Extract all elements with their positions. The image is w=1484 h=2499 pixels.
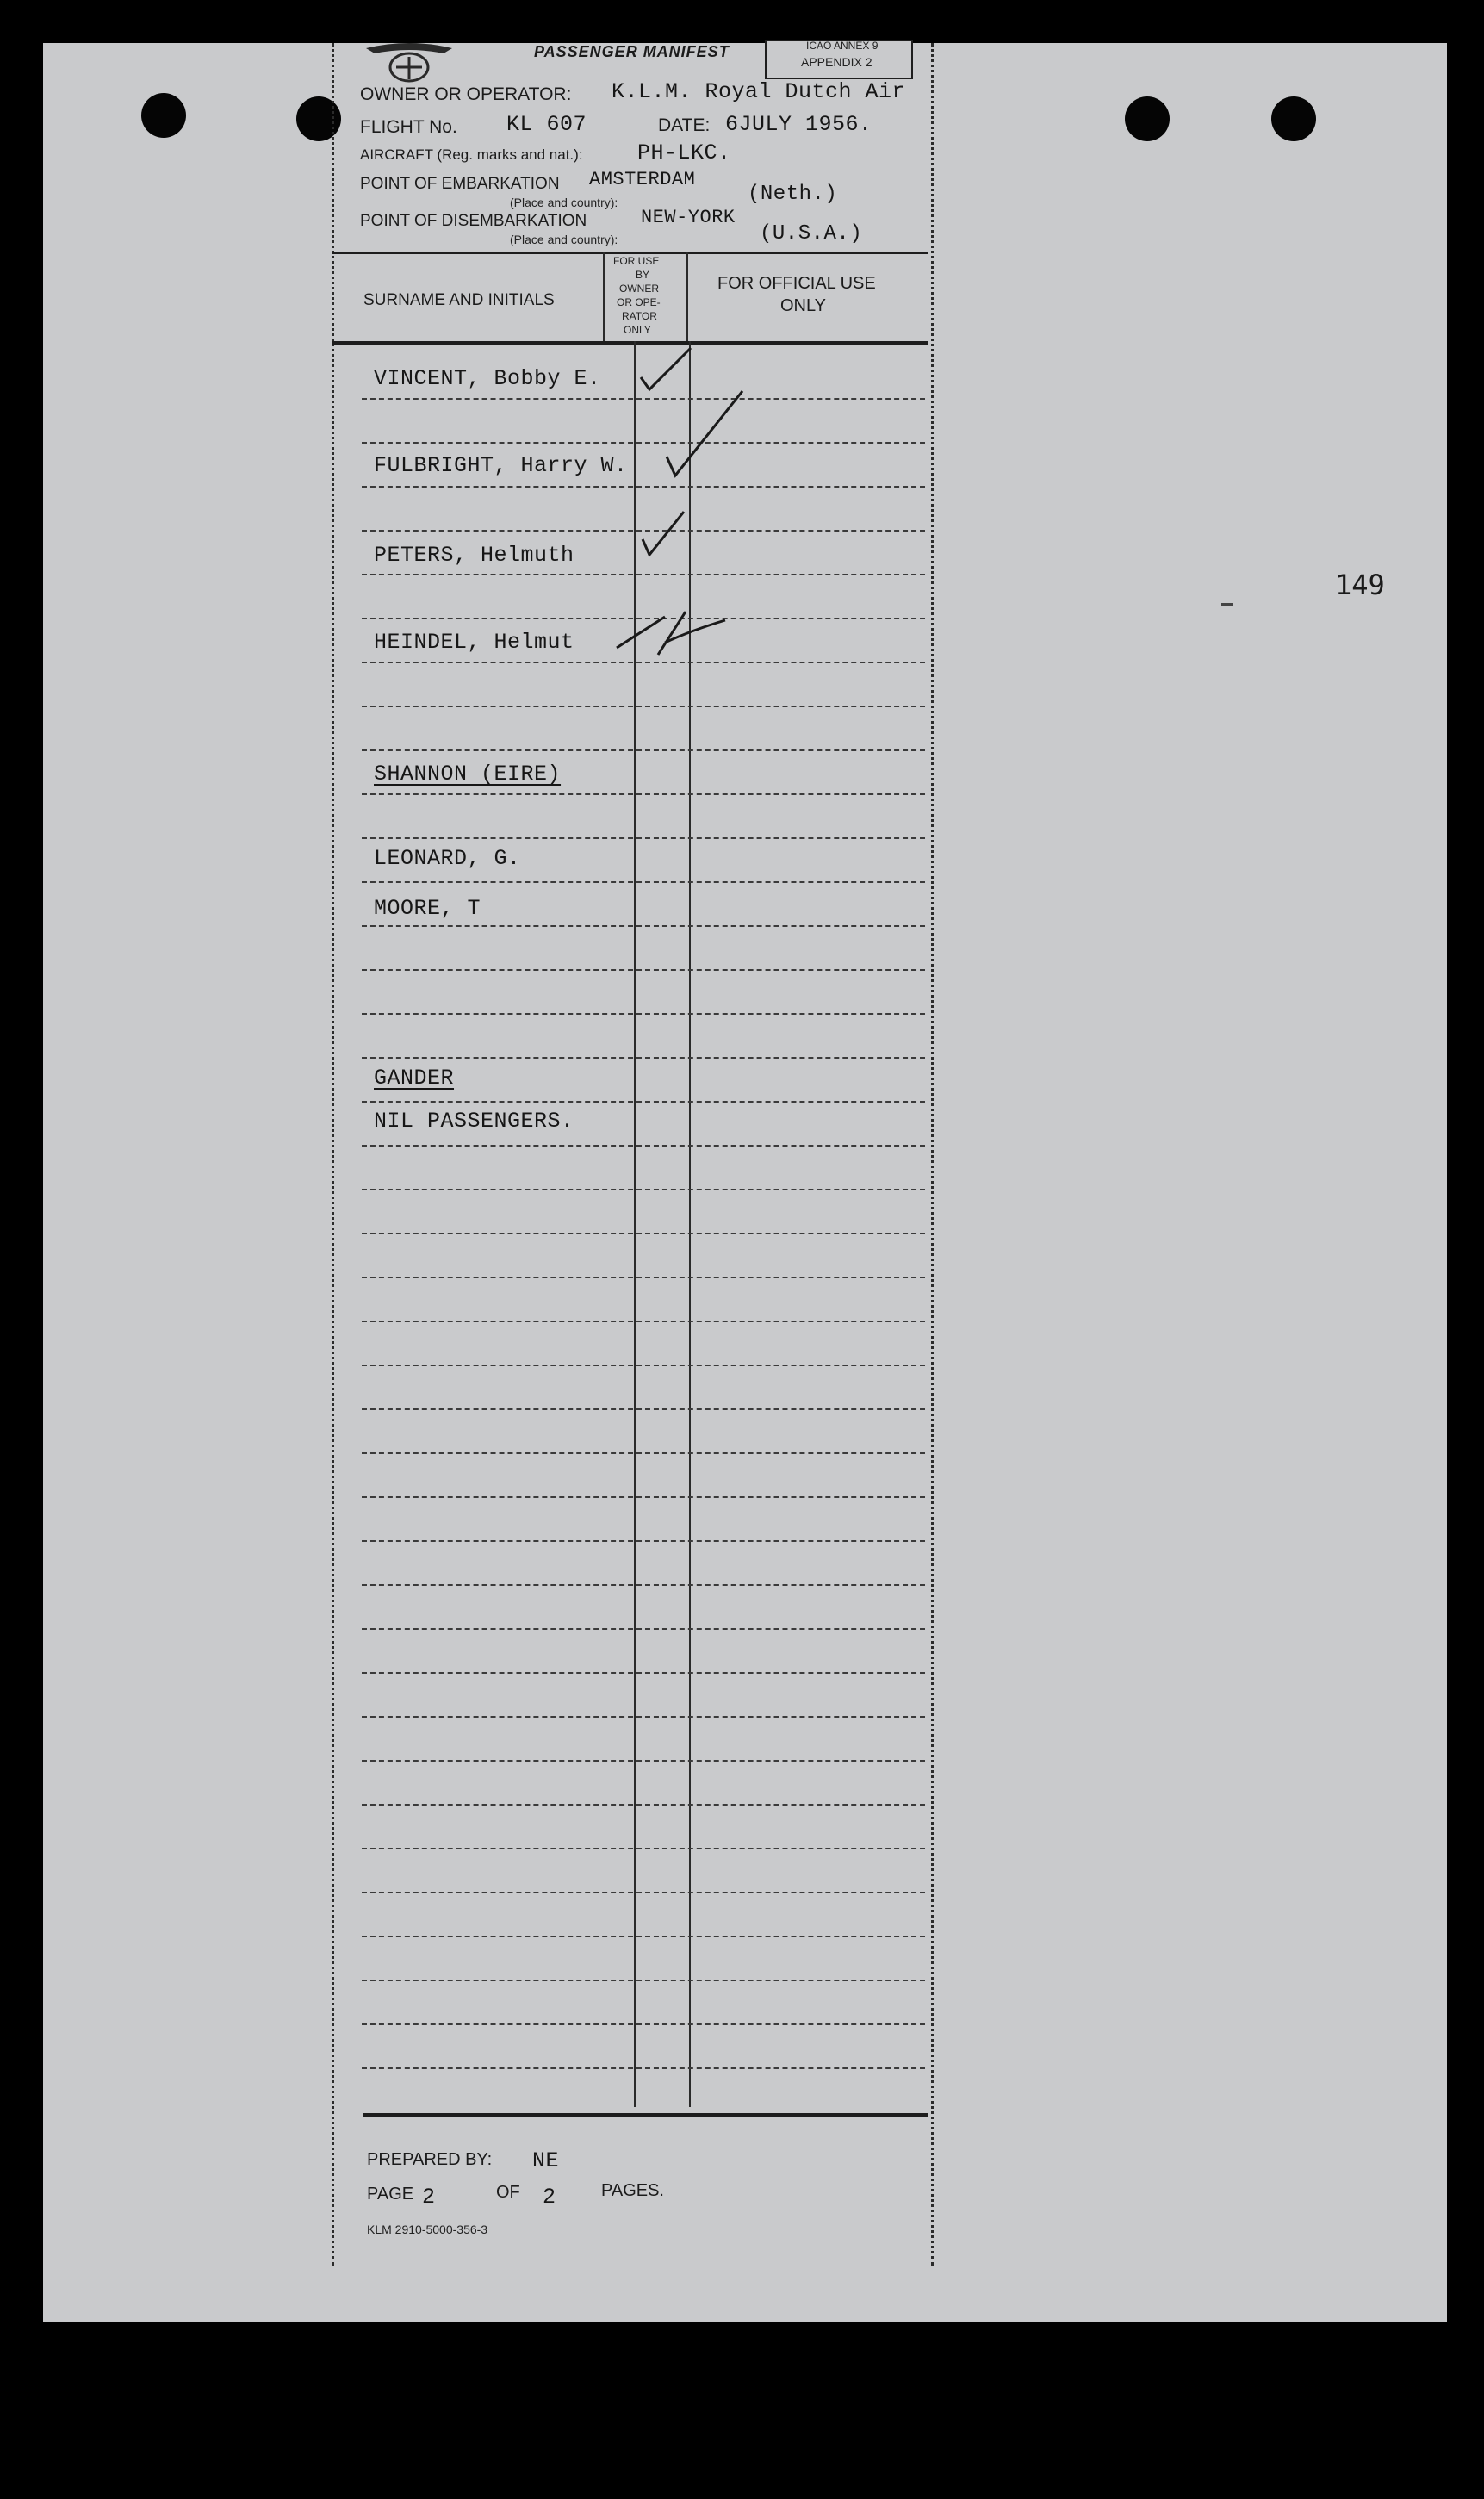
stop-heading: SHANNON (EIRE) [374,762,562,786]
of-label: OF [496,2183,520,2202]
col-header-owner-3: OWNER [619,283,659,295]
ruled-line [362,793,925,795]
passenger-entry: MOORE, T [374,896,481,921]
ruled-line [362,1408,925,1410]
col-header-owner-1: FOR USE [613,255,660,267]
check-mark-icon [613,608,734,660]
pages-label: PAGES. [601,2181,664,2200]
page-label: PAGE [367,2185,414,2204]
ruled-line [362,706,925,707]
owner-value: K.L.M. Royal Dutch Air [612,79,906,104]
punch-hole [1125,96,1170,141]
ruled-line [362,1760,925,1762]
ruled-line [362,837,925,839]
punch-hole [1271,96,1316,141]
col-header-official-1: FOR OFFICIAL USE [717,274,876,293]
column-divider [686,252,688,341]
passenger-entry: HEINDEL, Helmut [374,630,574,655]
ruled-line [362,1980,925,1981]
prepared-value: NE [532,2148,560,2173]
passenger-entry: PETERS, Helmuth [374,543,574,568]
manifest-title: PASSENGER MANIFEST [534,43,730,60]
owner-label: OWNER OR OPERATOR: [360,84,572,104]
embarkation-country: (Neth.) [748,183,838,206]
ruled-line [362,1584,925,1586]
aircraft-value: PH-LKC. [637,140,731,165]
ruled-line [362,1452,925,1454]
passenger-entry: FULBRIGHT, Harry W. [374,453,628,478]
header-rule [332,341,928,345]
flight-value: KL 607 [506,112,587,137]
ruled-line [362,1233,925,1234]
ruled-line [362,2023,925,2025]
ruled-line [362,1321,925,1322]
aircraft-label: AIRCRAFT (Reg. marks and nat.): [360,146,583,163]
ruled-line [362,1101,925,1103]
ruled-line [362,662,925,663]
ruled-line [362,574,925,575]
ruled-line [362,1189,925,1190]
ruled-line [362,1277,925,1278]
ruled-line [362,881,925,883]
col-header-owner-6: ONLY [624,324,651,336]
ruled-line [362,1936,925,1937]
ruled-line [362,442,925,444]
ruled-line [362,1672,925,1674]
form-code: KLM 2910-5000-356-3 [367,2222,488,2236]
column-divider [603,252,605,341]
passenger-entry: LEONARD, G. [374,846,521,871]
embarkation-value: AMSTERDAM [589,169,696,190]
ruled-line [362,1804,925,1806]
ruled-line [362,969,925,971]
ruled-line [362,2067,925,2069]
passenger-entry: NIL PASSENGERS. [374,1109,574,1134]
ruled-line [362,486,925,488]
appendix-line2: APPENDIX 2 [801,55,872,69]
page-value: 2 [422,2185,436,2210]
check-mark-icon [639,508,691,560]
col-header-owner-2: BY [636,269,650,281]
embarkation-sub: (Place and country): [510,196,618,209]
disembarkation-value: NEW-YORK [641,207,736,228]
passenger-entry: VINCENT, Bobby E. [374,366,601,391]
klm-logo-icon [362,41,456,84]
ruled-line [362,1540,925,1542]
date-label: DATE: [658,115,711,135]
ruled-line [362,925,925,927]
ruled-line [362,1628,925,1630]
ruled-line [362,1145,925,1147]
of-value: 2 [543,2185,556,2210]
header-rule [332,252,928,254]
appendix-line1: ICAO ANNEX 9 [806,40,879,52]
archive-page-number: 149 [1335,569,1385,601]
col-header-owner-5: RATOR [622,310,657,322]
disembarkation-sub: (Place and country): [510,233,618,246]
ruled-line [362,1716,925,1718]
stop-heading: GANDER [374,1066,455,1091]
prepared-label: PREPARED BY: [367,2150,493,2169]
ruled-line [362,1057,925,1059]
disembarkation-country: (U.S.A.) [760,222,863,246]
col-header-surname: SURNAME AND INITIALS [363,291,555,309]
date-value: 6JULY 1956. [725,112,872,137]
ruled-line [362,749,925,751]
punch-hole [141,93,186,138]
appendix-box [765,40,913,79]
column-divider [689,341,691,2107]
embarkation-label: POINT OF EMBARKATION [360,175,560,193]
ruled-line [362,1365,925,1366]
col-header-official-2: ONLY [780,296,826,315]
stray-mark [1221,603,1233,606]
ruled-line [362,1892,925,1893]
ruled-line [362,1013,925,1015]
check-mark-icon [663,388,749,482]
footer-rule [363,2113,928,2117]
flight-label: FLIGHT No. [360,117,457,137]
col-header-owner-4: OR OPE- [617,296,661,308]
ruled-line [362,1496,925,1498]
column-divider [634,341,636,2107]
ruled-line [362,1848,925,1849]
ruled-line [362,398,925,400]
disembarkation-label: POINT OF DISEMBARKATION [360,212,587,230]
